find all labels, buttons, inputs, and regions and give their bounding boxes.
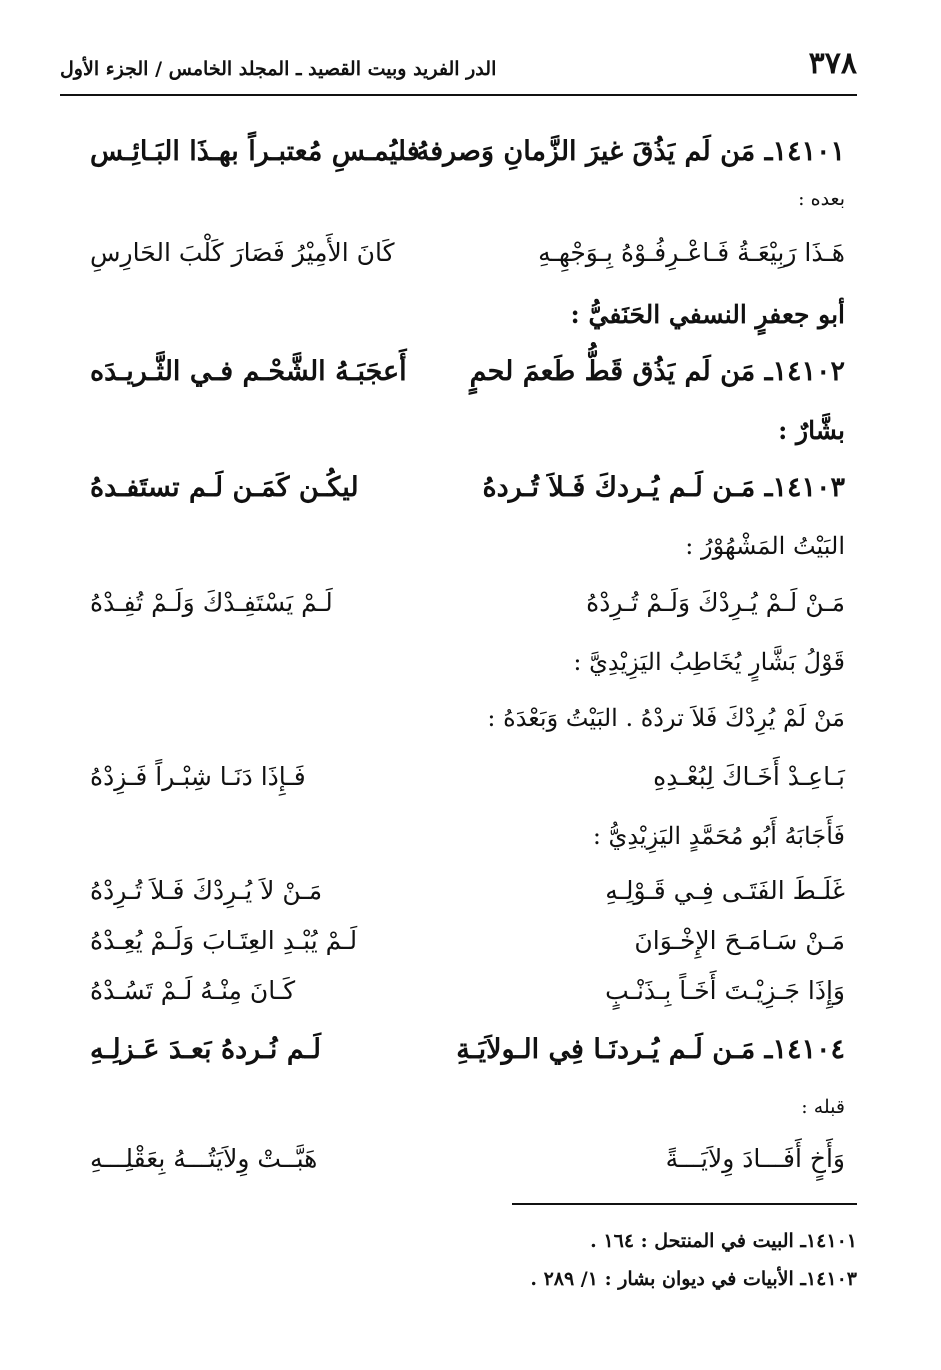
verse-first-hemistich: مَـنْ لَـمْ يُـرِدْكَ وَلَـمْ تُـرِدْهُ (586, 588, 845, 617)
verse-second-hemistich: هَبَّــتْ وِلاَيَتُـــهُ بِعَقْلِـــهِ (90, 1144, 318, 1173)
verse-second-hemistich: كَانَ الأَمِيْرُ فَصَارَ كَلْبَ الحَارِسِ (90, 238, 395, 267)
label-famous-verse: البَيْتُ المَشْهُوْرُ : (685, 532, 845, 560)
label-verse-and-after: مَنْ لَمْ يُرِدْكَ فَلاَ تردْهُ . البَيْتُ وَبَعْدَهُ : (487, 704, 845, 732)
verse-line (90, 762, 845, 810)
label-after: بعده : (798, 188, 845, 210)
verse-second-hemistich: ليكُـن كَمَـن لَـم تستَفـدهُ (90, 472, 359, 503)
verse-second-hemistich: فَـإِذَا دَنَـا شِبْـراً فَـزِدْهُ (90, 762, 306, 791)
verse-second-hemistich: كَـانَ مِنْـهُ لَـمْ تَسُـدْهُ (90, 976, 296, 1005)
verse-second-hemistich: فليُمـسِ مُعتبـراً بهـذَا البَـائِـس (90, 136, 420, 167)
verse-line (90, 238, 845, 286)
verse-first-hemistich: بَـاعِـدْ أَخَـاكَ لِبُعْـدِهِ (653, 762, 845, 791)
label-before: قبله : (801, 1096, 845, 1118)
running-title: الدر الفريد وبيت القصيد ـ المجلد الخامس / الجزء الأول (60, 58, 497, 80)
verse-second-hemistich: مَـنْ لاَ يُـرِدْكَ فَـلاَ تُـرِدْهُ (90, 876, 323, 905)
verse-first-hemistich: وَأَخٍ أَفَـــادَ وِلاَيَـــةً (665, 1144, 845, 1173)
verse-second-hemistich: لَـمْ يَسْتَفِـدْكَ وَلَـمْ تُفِـدْهُ (90, 588, 333, 617)
verse-first-hemistich: ١٤١٠٤ـ مَـن لَـم يُـردنَـا فِي الـولاَيَـةِ (456, 1034, 845, 1065)
header-rule (60, 94, 857, 96)
verse-second-hemistich: أَعجَبَـهُ الشَّحْـم فـي الثَّـريـدَه (90, 356, 407, 387)
verse-line (90, 926, 845, 974)
footnote: ١٤١٠١ـ البيت في المنتحل : ١٦٤ . (590, 1230, 857, 1252)
poet-name: بشَّارٌ : (778, 416, 845, 445)
verse-line (90, 976, 845, 1024)
verse-first-hemistich: وَإِذَا جَـزِيْـتَ أَخَـاً بِـذَنْـبٍ (605, 976, 845, 1005)
footnote: ١٤١٠٣ـ الأبيات في ديوان بشار : ١/ ٢٨٩ . (530, 1268, 857, 1290)
verse-first-hemistich: ١٤١٠١ـ مَن لَم يَذُقَ غيرَ الزَّمانِ وَصرفهُ (415, 136, 845, 167)
verse-line (90, 588, 845, 636)
verse-14101 (90, 136, 845, 184)
verse-first-hemistich: ١٤١٠٢ـ مَن لَم يَذُق قَطُّ طَعمَ لحمٍ (469, 356, 845, 387)
verse-line (90, 876, 845, 924)
verse-second-hemistich: لَـم نُـردهُ بَعـدَ عَـزلِـهِ (90, 1034, 321, 1065)
verse-second-hemistich: لَـمْ يُبْـدِ العِتَـابَ وَلَـمْ يُعِـدْهُ (90, 926, 358, 955)
label-bashar-saying: قَوْلُ بَشَّارٍ يُخَاطِبُ اليَزِيْدِيَّ : (573, 648, 845, 676)
verse-first-hemistich: هَـذَا رَبِيْعَـةُ فَـاعْـرِفُـوْهُ بِـوَجْهِـهِ (538, 238, 845, 267)
footnote-rule (512, 1203, 857, 1205)
label-reply: فَأَجَابَهُ أَبُو مُحَمَّدٍ اليَزِيْدِيُّ : (592, 822, 845, 850)
poet-name: أبو جعفرٍ النسفي الحَنَفيُّ : (570, 300, 845, 329)
verse-first-hemistich: مَـنْ سَـامَـحَ الإِخْـوَانَ (634, 926, 845, 955)
verse-14104 (90, 1034, 845, 1082)
verse-line (90, 1144, 845, 1192)
page-header (60, 46, 857, 90)
verse-14103 (90, 472, 845, 520)
verse-first-hemistich: ١٤١٠٣ـ مَـن لَـم يُـردكَ فَـلاَ تُـردهُ (482, 472, 845, 503)
page-number: ٣٧٨ (808, 46, 857, 81)
verse-14102 (90, 356, 845, 404)
verse-first-hemistich: غَلَـطَ الفَتَـى فِـي قَـوْلِـهِ (605, 876, 845, 905)
